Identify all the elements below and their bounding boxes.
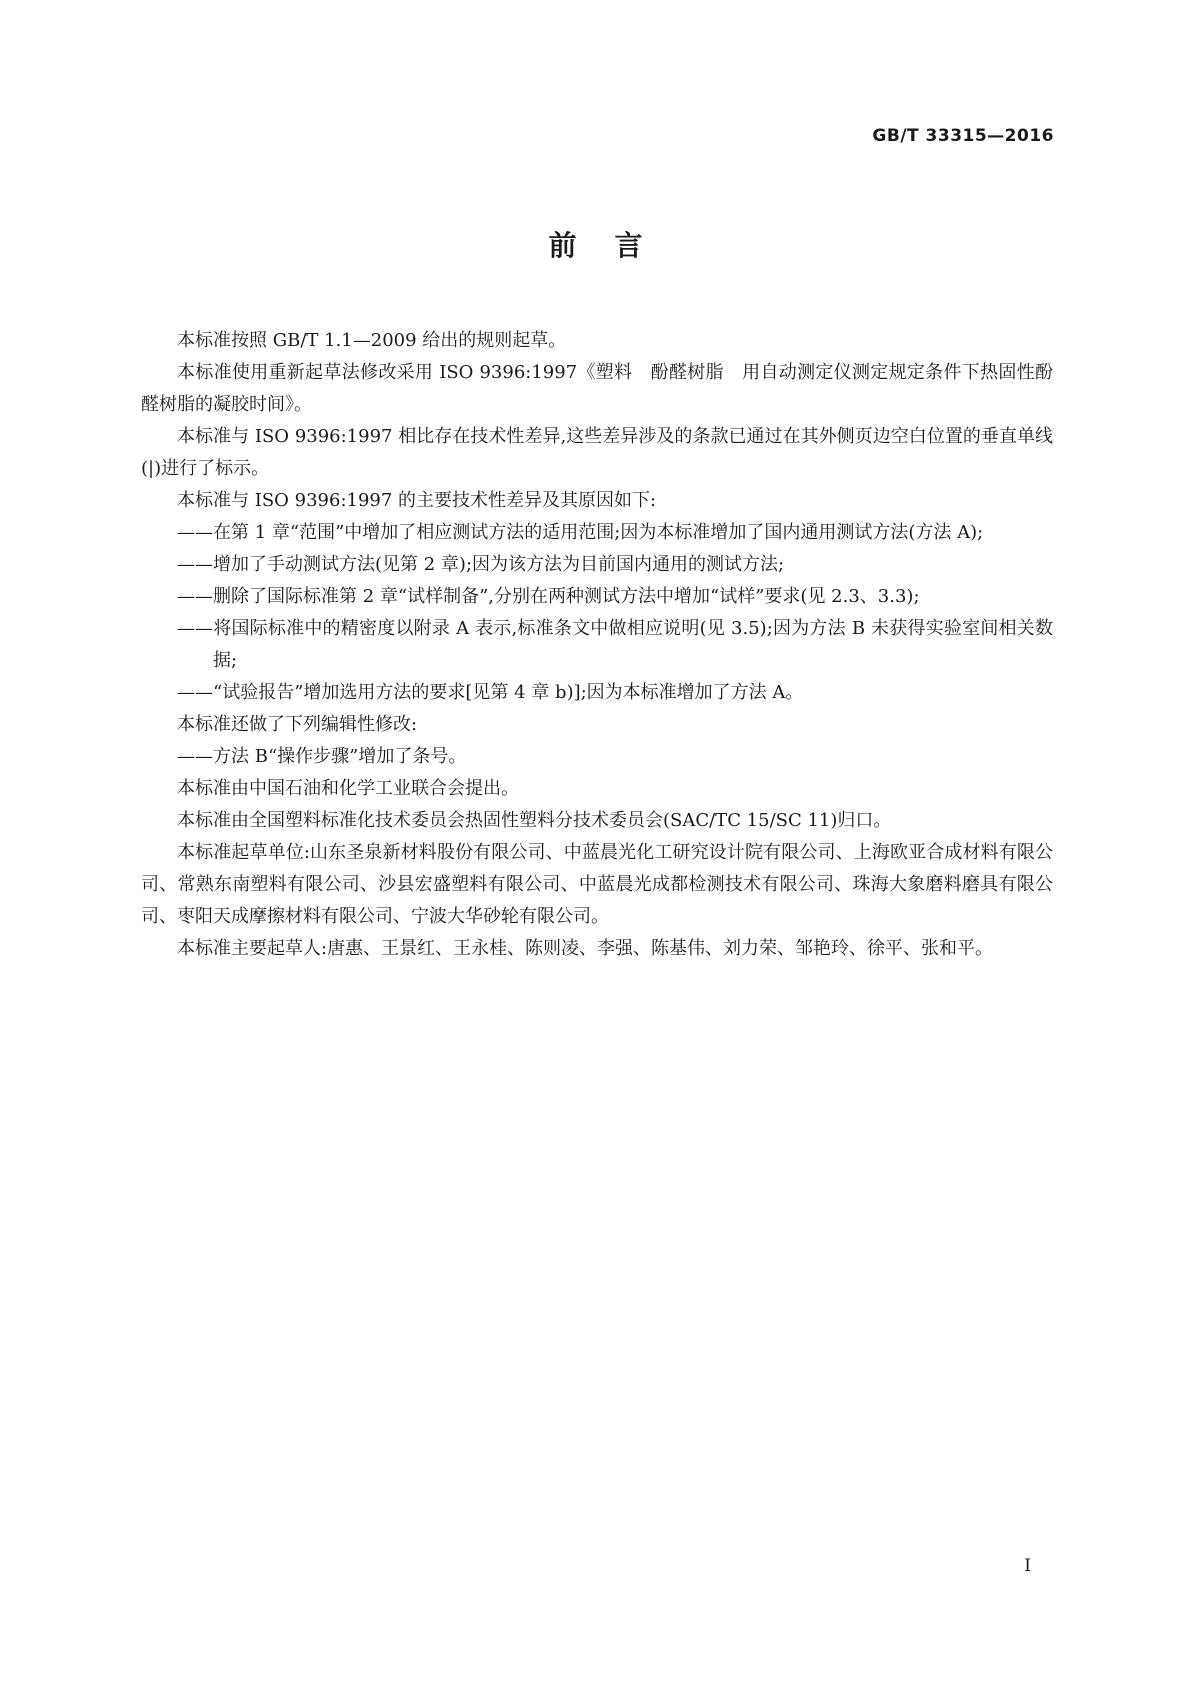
page-number: I: [1024, 1556, 1031, 1576]
list-item-difference: ——删除了国际标准第 2 章“试样制备”,分别在两种测试方法中增加“试样”要求(见 2.3、3.3);: [177, 586, 920, 607]
paragraph-differences-marking: 本标准与 ISO 9396:1997 相比存在技术性差异,这些差异涉及的条款已通过在其外侧页边空白位置的垂直单线(|)进行了标示。: [141, 426, 1053, 479]
list-item-difference: ——增加了手动测试方法(见第 2 章);因为该方法为目前国内通用的测试方法;: [177, 554, 785, 575]
list-item-difference: ——“试验报告”增加选用方法的要求[见第 4 章 b)];因为本标准增加了方法 A。: [177, 682, 804, 703]
paragraph-differences-intro: 本标准与 ISO 9396:1997 的主要技术性差异及其原因如下:: [177, 490, 657, 511]
paragraph-adoption: 本标准使用重新起草法修改采用 ISO 9396:1997《塑料 酚醛树脂 用自动测定仪测定规定条件下热固性酚醛树脂的凝胶时间》。: [141, 362, 1053, 415]
standard-number: GB/T 33315—2016: [872, 126, 1054, 146]
paragraph-proposer: 本标准由中国石油和化学工业联合会提出。: [177, 778, 519, 799]
paragraph-drafting-rules: 本标准按照 GB/T 1.1—2009 给出的规则起草。: [177, 330, 567, 351]
foreword-body: [141, 325, 1053, 965]
list-item-editorial: ——方法 B“操作步骤”增加了条号。: [177, 746, 467, 767]
page-title: 前言: [548, 229, 681, 262]
paragraph-drafting-units: 本标准起草单位:山东圣泉新材料股份有限公司、中蓝晨光化工研究设计院有限公司、上海欧亚合成材料有限公司、常熟东南塑料有限公司、沙县宏盛塑料有限公司、中蓝晨光成都检测技术有限公司、珠海大象磨料磨具有限公司、枣阳天成摩擦材料有限公司、宁波大华砂轮有限公司。: [141, 842, 1053, 927]
paragraph-administrator: 本标准由全国塑料标准化技术委员会热固性塑料分技术委员会(SAC/TC 15/SC 11)归口。: [177, 810, 892, 831]
list-item-difference: ——在第 1 章“范围”中增加了相应测试方法的适用范围;因为本标准增加了国内通用测试方法(方法 A);: [177, 522, 984, 543]
paragraph-drafters: 本标准主要起草人:唐惠、王景红、王永桂、陈则凌、李强、陈基伟、刘力荣、邹艳玲、徐平、张和平。: [177, 938, 994, 959]
paragraph-editorial-intro: 本标准还做了下列编辑性修改:: [177, 714, 418, 735]
list-item-difference: ——将国际标准中的精密度以附录 A 表示,标准条文中做相应说明(见 3.5);因为方法 B 未获得实验室间相关数据;: [177, 618, 1053, 671]
